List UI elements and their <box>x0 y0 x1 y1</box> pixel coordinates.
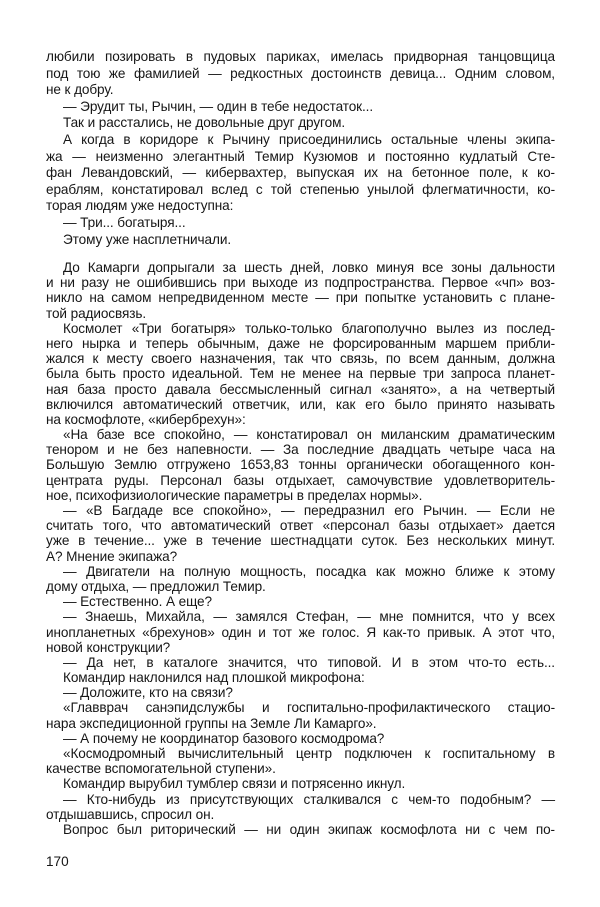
text-line: инопланетных «брехунов» один и тот же голос. Я как-то привык. А этот что, <box>46 624 555 640</box>
text-line: той радиосвязь. <box>46 305 147 321</box>
text-line: качестве вспомогательной ступени». <box>46 761 276 777</box>
text-line: включился автоматический ответчик, или, как его было принято называть <box>46 396 555 412</box>
text-line: не к добру. <box>46 82 114 98</box>
text-line: ное, психофизиологические параметры в пределах нормы». <box>46 487 423 503</box>
text-section-1 <box>46 49 555 248</box>
text-line: центрата руды. Персонал базы отдыхает, самочувствие удовлетворитель- <box>46 472 555 488</box>
text-line: — А почему не координатор базового космодрома? <box>63 730 385 746</box>
text-line: Вопрос был риторический — ни один экипаж космофлота ни с чем по- <box>63 821 555 837</box>
text-line: любили позировать в пудовых париках, имелась придворная танцовщица <box>46 49 555 64</box>
text-section-2 <box>46 260 555 837</box>
text-line: — Три... богатыря... <box>63 214 186 230</box>
text-line: — Доложите, кто на связи? <box>63 685 233 701</box>
text-line: — Эрудит ты, Рычин, — один в тебе недостаток... <box>63 98 374 114</box>
text-line: жа — неизменно элегантный Темир Кузюмов и постоянно кудлатый Сте- <box>46 148 555 164</box>
text-line: «На базе все спокойно, — констатировал он миланским драматическим <box>63 427 555 443</box>
text-line: отдышавшись, спросил он. <box>46 806 215 822</box>
text-line: и ни разу не ошибившись при выходе из подпространства. Первое «чп» воз- <box>46 275 555 291</box>
text-line: — Кто-нибудь из присутствующих сталкивался с чем-то подобным? — <box>63 791 555 807</box>
text-line: считать того, что автоматический ответ «персонал базы отдыхает» дается <box>46 518 555 534</box>
text-line: До Камарги допрыгали за шесть дней, ловко минуя все зоны дальности <box>63 260 555 275</box>
text-line: Командир наклонился над плошкой микрофона: <box>63 670 365 686</box>
text-line: под тою же фамилией — редкостных достоинств девица... Одним словом, <box>46 65 555 81</box>
text-line: торая людям уже недоступна: <box>46 198 234 214</box>
text-line: жался к месту своего назначения, так что связь, по всем данным, должна <box>46 351 555 367</box>
text-line: новой конструкции? <box>46 639 171 655</box>
text-line: тенором и не без напевности. — За последние двадцать четыре часа на <box>46 442 555 458</box>
text-line: Космолет «Три богатыря» только-только благополучно вылез из послед- <box>63 320 555 336</box>
text-line: него нырка и теперь обычным, даже не форсированным маршем прибли- <box>46 335 555 351</box>
text-line: Этому уже насплетничали. <box>63 231 231 247</box>
text-line: — «В Багдаде все спокойно», — передразнил его Рычин. — Если не <box>63 503 555 518</box>
text-line: ераблям, констатировал вслед с той степенью унылой флегматичности, ко- <box>46 181 555 197</box>
text-line: была быть просто идеальной. Тем не менее на первые три запроса планет- <box>46 366 555 382</box>
text-line: ная база просто давала бессмысленный сигнал «занято», а на четвертый <box>46 381 555 397</box>
text-line: — Знаешь, Михайла, — замялся Стефан, — мне помнится, что у всех <box>63 609 555 625</box>
text-line: — Естественно. А еще? <box>63 594 212 610</box>
text-line: «Главврач санэпидслужбы и госпитально-профилактического стацио- <box>63 700 555 716</box>
text-line: Так и расстались, не довольные друг другом. <box>63 115 345 131</box>
page-number: 170 <box>46 854 69 869</box>
text-line: Большую Землю отгружено 1653,83 тонны органически обогащенного кон- <box>46 457 555 473</box>
text-line: дому отдыха, — предложил Темир. <box>46 578 266 594</box>
text-line: фан Левандовский, — кибервахтер, выпуская их на бетонное поле, к ко- <box>46 165 555 181</box>
text-line: уже в течение... уже в течение шестнадцати суток. Без нескольких минут. <box>46 533 555 549</box>
text-line: нара экспедиционной группы на Земле Ли Камарго». <box>46 715 377 731</box>
text-line: — Да нет, в каталоге значится, что типовой. И в этом что-то есть... <box>63 654 555 670</box>
text-line: на космофлоте, «кибербрехун»: <box>46 411 246 427</box>
text-line: Командир вырубил тумблер связи и потрясенно икнул. <box>63 776 406 792</box>
text-line: — Двигатели на полную мощность, посадка как можно ближе к этому <box>63 563 555 579</box>
text-line: А когда в коридоре к Рычину присоединились остальные члены экипа- <box>63 131 555 147</box>
text-line: никло на самом непредвиденном месте — при попытке установить с плане- <box>46 290 555 306</box>
text-line: А? Мнение экипажа? <box>46 548 178 564</box>
text-line: «Космодромный вычислительный центр подключен к госпитальному в <box>63 746 555 761</box>
